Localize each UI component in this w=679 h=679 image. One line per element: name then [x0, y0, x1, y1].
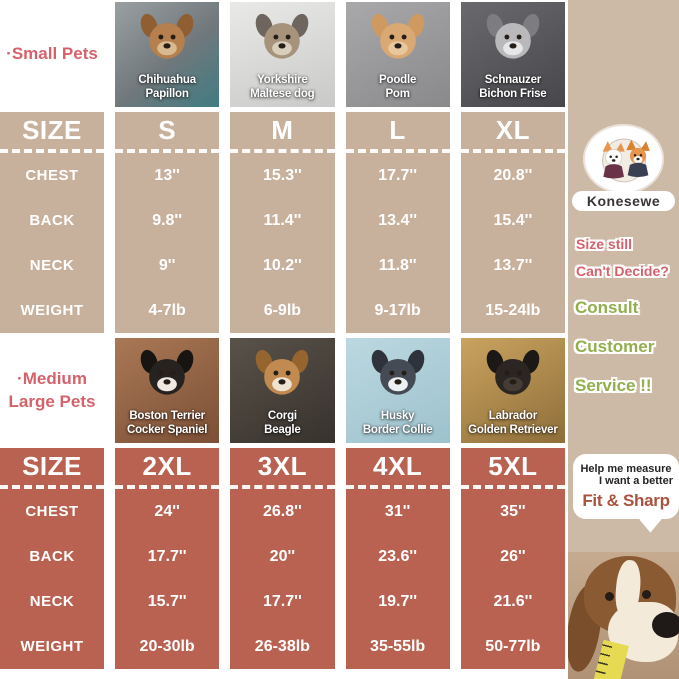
consult-line: Service !!: [575, 376, 652, 395]
table-value-cell: 31'': [384, 502, 411, 520]
table-value-cell: 20.8'': [493, 166, 533, 184]
dog-photo-label: [346, 74, 450, 107]
dog-photo-label: [115, 410, 219, 443]
table-value-cell: 26-38lb: [254, 637, 310, 655]
table-value-cell: 15.7'': [147, 592, 187, 610]
table-column-xl: [461, 112, 565, 333]
dog-photo-boston-terrier-cocker-spaniel: [115, 338, 219, 443]
table-header-cell: 3XL: [230, 448, 334, 489]
table-column-4xl: [346, 448, 450, 669]
table-row-label: NECK: [29, 593, 75, 610]
table-header-cell: 5XL: [461, 448, 565, 489]
table-value-cell: 35'': [500, 502, 526, 520]
table-column-m: [230, 112, 334, 333]
dog-name-line: Beagle: [264, 424, 301, 437]
table-header-cell: 2XL: [115, 448, 219, 489]
sidebar: [568, 0, 679, 679]
table-column-3xl: [230, 448, 334, 669]
dog-name-line: Husky: [380, 410, 415, 423]
table-value-cell: 20-30lb: [139, 637, 195, 655]
small-pets-size-table: [0, 112, 565, 333]
dog-icon: [137, 343, 197, 403]
bubble-line-fit-sharp: Fit & Sharp: [582, 491, 670, 510]
dog-name-line: Bichon Frise: [479, 88, 547, 101]
table-header-cell: SIZE: [0, 448, 104, 489]
measure-speech-bubble: [573, 454, 679, 519]
dog-photo-yorkshire-maltese: [230, 2, 334, 107]
table-column-2xl: [115, 448, 219, 669]
table-value-cell: 26.8'': [263, 502, 302, 520]
dog-photo-label: [230, 410, 334, 443]
table-row-label: NECK: [29, 257, 75, 274]
beagle-nose: [652, 612, 679, 638]
dog-photo-label: [230, 74, 334, 107]
brand-logo-text: Konesewe: [572, 191, 675, 211]
dog-photo-chihuahua-papillon: [115, 2, 219, 107]
dog-name-line: Chihuahua: [138, 74, 196, 87]
table-value-cell: 24'': [154, 502, 180, 520]
dog-photo-corgi-beagle: [230, 338, 334, 443]
dog-name-line: Schnauzer: [484, 74, 542, 87]
dog-photo-husky-border-collie: [346, 338, 450, 443]
dog-photo-labrador-golden-retriever: [461, 338, 565, 443]
section-label-line: ·Medium: [17, 368, 87, 388]
table-value-cell: 50-77lb: [485, 637, 541, 655]
table-header-cell: S: [115, 112, 219, 153]
consult-line: Customer: [575, 337, 655, 356]
dog-name-line: Corgi: [267, 410, 297, 423]
dog-icon: [368, 7, 428, 67]
table-row-label: WEIGHT: [20, 302, 84, 319]
table-column-s: [115, 112, 219, 333]
decide-line: Size still: [576, 236, 633, 252]
table-column-5xl: [461, 448, 565, 669]
dog-photo-label: [115, 74, 219, 107]
dog-name-line: Poodle: [379, 74, 417, 87]
dog-name-line: Boston Terrier: [129, 410, 205, 423]
table-value-cell: 35-55lb: [370, 637, 426, 655]
small-pets-photo-row: [0, 2, 565, 107]
table-column-l: [346, 112, 450, 333]
table-value-cell: 4-7lb: [148, 301, 186, 319]
large-pets-photo-row: [0, 338, 565, 443]
table-value-cell: 9.8'': [152, 211, 183, 229]
bubble-line: Help me measure: [580, 463, 672, 475]
dog-name-line: Cocker Spaniel: [126, 424, 208, 437]
dog-photo-poodle-pom: [346, 2, 450, 107]
section-label-small-pets: [0, 2, 104, 107]
beagle-eye: [642, 590, 651, 599]
table-row-label: CHEST: [25, 167, 79, 184]
beagle-eye: [605, 592, 614, 601]
dog-name-line: Golden Retriever: [468, 424, 558, 437]
table-value-cell: 9'': [158, 256, 176, 274]
table-value-cell: 11.8'': [378, 256, 417, 274]
table-value-cell: 13.4'': [378, 211, 417, 229]
table-header-cell: SIZE: [0, 112, 104, 153]
table-value-cell: 19.7'': [378, 592, 417, 610]
table-value-cell: 23.6'': [378, 547, 417, 565]
dog-name-line: Border Collie: [362, 424, 433, 437]
table-header-cell: L: [346, 112, 450, 153]
table-label-column: [0, 448, 104, 669]
table-value-cell: 17.7'': [263, 592, 302, 610]
dog-photo-label: [346, 410, 450, 443]
table-value-cell: 15-24lb: [485, 301, 541, 319]
dog-icon: [137, 7, 197, 67]
consult-service-text: [575, 288, 654, 405]
section-label-line: Large Pets: [8, 391, 96, 411]
table-header-cell: XL: [461, 112, 565, 153]
dog-icon: [252, 7, 312, 67]
table-value-cell: 15.3'': [263, 166, 302, 184]
bubble-line: I want a better: [599, 475, 673, 487]
table-label-column: [0, 112, 104, 333]
table-value-cell: 20'': [269, 547, 296, 565]
table-value-cell: 17.7'': [147, 547, 187, 565]
dog-icon: [483, 343, 543, 403]
dog-icon: [252, 343, 312, 403]
table-row-label: WEIGHT: [20, 638, 84, 655]
dog-name-line: Maltese dog: [250, 88, 315, 101]
dog-icon: [368, 343, 428, 403]
dog-photo-label: [461, 410, 565, 443]
table-value-cell: 11.4'': [263, 211, 302, 229]
consult-line: Consult: [575, 298, 639, 317]
beagle-measuring-tape-photo: [568, 552, 679, 679]
table-value-cell: 10.2'': [263, 256, 302, 274]
table-value-cell: 15.4'': [493, 211, 533, 229]
dog-name-line: Papillon: [145, 88, 189, 101]
table-row-label: BACK: [29, 212, 75, 229]
size-decide-text: [576, 231, 669, 285]
table-value-cell: 17.7'': [378, 166, 417, 184]
table-value-cell: 21.6'': [493, 592, 533, 610]
dog-photo-schnauzer-bichon: [461, 2, 565, 107]
decide-line: Can't Decide?: [576, 263, 669, 279]
dog-icon: [483, 7, 543, 67]
table-value-cell: 13.7'': [493, 256, 533, 274]
table-value-cell: 9-17lb: [374, 301, 421, 319]
table-value-cell: 13'': [154, 166, 180, 184]
table-value-cell: 6-9lb: [263, 301, 302, 319]
section-label-line: ·Small Pets: [6, 44, 98, 64]
table-row-label: CHEST: [25, 503, 79, 520]
dog-photo-label: [461, 74, 565, 107]
dog-name-line: Labrador: [488, 410, 537, 423]
table-value-cell: 26'': [500, 547, 526, 565]
brand-logo-badge: [585, 126, 662, 192]
dog-name-line: Pom: [385, 88, 410, 101]
dog-name-line: Yorkshire: [257, 74, 308, 87]
corgi-dogs-logo-icon: [593, 134, 655, 184]
table-row-label: BACK: [29, 548, 75, 565]
section-label-medium-large-pets: [0, 338, 104, 443]
table-header-cell: M: [230, 112, 334, 153]
large-pets-size-table: [0, 448, 565, 669]
table-header-cell: 4XL: [346, 448, 450, 489]
